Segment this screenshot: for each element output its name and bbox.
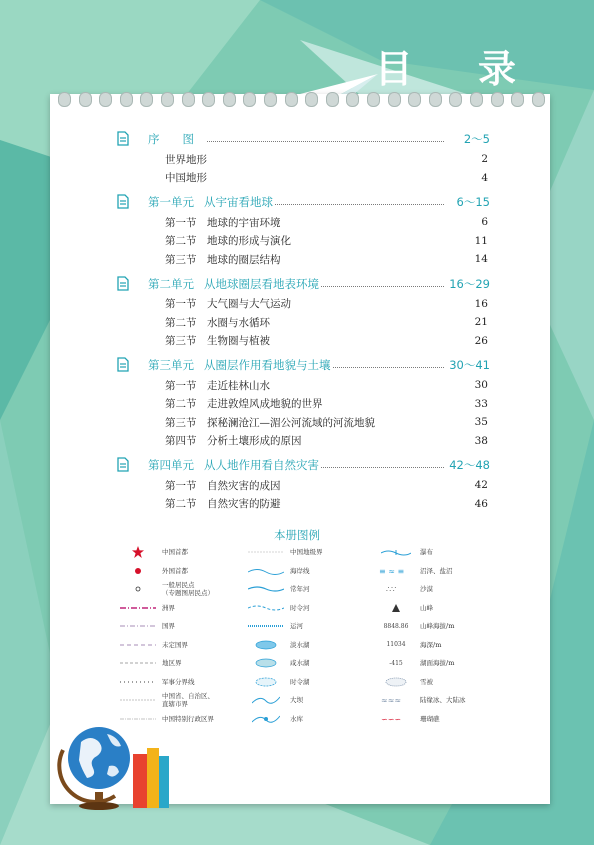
legend-symbol-icon <box>376 603 416 613</box>
notebook-ring <box>223 92 236 107</box>
legend-label: 时令湖 <box>290 677 310 686</box>
legend-label: 淡水湖 <box>290 640 310 649</box>
section-title: 自然灾害的成因 <box>207 479 281 492</box>
legend-row <box>118 617 498 636</box>
legend-label: 运河 <box>290 622 303 631</box>
legend-label: 地区界 <box>162 659 182 668</box>
document-icon <box>116 357 130 372</box>
section-title: 世界地形 <box>165 153 207 166</box>
legend-symbol-icon <box>118 605 158 611</box>
legend-label: 珊瑚礁 <box>420 714 440 723</box>
legend-label: 时令河 <box>290 603 310 612</box>
notebook-ring <box>99 92 112 107</box>
notebook-rings <box>50 86 550 110</box>
unit-page-range: 16～29 <box>449 276 490 291</box>
section-page: 4 <box>481 171 488 184</box>
legend-symbol-icon <box>376 566 416 576</box>
notebook-ring <box>470 92 483 107</box>
legend-symbol-icon <box>246 604 286 612</box>
section-title: 走进敦煌风成地貌的世界 <box>207 398 323 411</box>
legend-label: 湖面海拔/m <box>420 659 455 668</box>
legend-label: 水库 <box>290 714 303 723</box>
notebook-ring <box>511 92 524 107</box>
toc-section[interactable] <box>120 395 490 414</box>
legend-label: 中国首都 <box>162 548 188 557</box>
toc-section[interactable] <box>120 232 490 251</box>
table-of-contents <box>120 128 490 517</box>
legend-label: 瀑布 <box>420 548 433 557</box>
toc-section[interactable] <box>120 476 490 495</box>
legend-label: 山峰 <box>420 603 433 612</box>
legend-symbol-icon <box>246 585 286 593</box>
notebook-ring <box>79 92 92 107</box>
section-title: 自然灾害的防避 <box>207 498 281 511</box>
toc-unit <box>120 354 490 450</box>
unit-number: 第四单元 <box>148 458 194 472</box>
section-title: 地球的圈层结构 <box>207 253 281 266</box>
legend-item <box>118 562 188 581</box>
legend-item <box>118 543 188 562</box>
legend-symbol-icon <box>376 548 416 556</box>
legend-label: 山峰海拔/m <box>420 622 455 631</box>
legend-label: 咸水湖 <box>290 659 310 668</box>
section-number: 第二节 <box>165 316 197 329</box>
legend-label: 雪被 <box>420 677 433 686</box>
section-number: 第一节 <box>165 479 197 492</box>
legend-row <box>118 562 498 581</box>
section-number: 第三节 <box>165 335 197 348</box>
section-number: 第二节 <box>165 398 197 411</box>
legend-symbol-icon <box>118 567 158 575</box>
section-number: 第一节 <box>165 298 197 311</box>
legend-row <box>118 710 498 729</box>
legend-label: 常年河 <box>290 585 310 594</box>
notebook-ring <box>161 92 174 107</box>
section-number: 第二节 <box>165 235 197 248</box>
notebook-ring <box>429 92 442 107</box>
legend-label: 中国地级界 <box>290 548 323 557</box>
notebook-ring <box>264 92 277 107</box>
section-number: 第一节 <box>165 216 197 229</box>
legend-item <box>246 691 303 710</box>
legend-item <box>246 543 323 562</box>
unit-page-range: 42～48 <box>449 458 490 472</box>
svg-text:≡ ≈ ≡: ≡ ≈ ≡ <box>379 566 405 576</box>
legend-item <box>376 636 441 655</box>
legend-item <box>246 617 303 636</box>
legend-symbol-icon <box>118 679 158 685</box>
legend-symbol-icon: 11034 <box>386 641 406 649</box>
legend-item <box>376 599 433 618</box>
unit-label <box>148 357 333 373</box>
notebook-ring <box>449 92 462 107</box>
unit-number: 序 图 <box>148 132 194 146</box>
legend-row <box>118 580 498 599</box>
legend-symbol-icon <box>118 585 158 593</box>
document-icon <box>116 194 130 209</box>
toc-unit-heading[interactable] <box>120 128 490 150</box>
toc-section[interactable] <box>120 413 490 432</box>
toc-unit-heading[interactable] <box>120 354 490 376</box>
legend-item <box>376 673 433 692</box>
legend-item <box>376 562 453 581</box>
section-number: 第三节 <box>165 416 197 429</box>
notebook-ring <box>388 92 401 107</box>
legend-label: 国界 <box>162 622 175 631</box>
notebook-ring <box>305 92 318 107</box>
notebook-ring <box>285 92 298 107</box>
section-title: 中国地形 <box>165 172 207 185</box>
document-icon <box>116 457 130 472</box>
section-page: 21 <box>474 316 488 329</box>
legend-item <box>376 710 440 729</box>
legend-title: 本册图例 <box>274 528 320 542</box>
legend-label: 陆缘冰、大陆冰 <box>420 696 466 705</box>
legend-label: 一般居民点 （专题图居民点） <box>162 581 214 598</box>
toc-unit <box>120 454 490 513</box>
legend-row <box>118 543 498 562</box>
legend-row <box>118 599 498 618</box>
legend-label: 未定国界 <box>162 640 188 649</box>
notebook-ring <box>346 92 359 107</box>
globe-icon <box>55 710 175 810</box>
legend-item <box>376 617 454 636</box>
legend-item <box>246 654 310 673</box>
legend-item <box>246 599 310 618</box>
legend-symbol-icon: -415 <box>389 659 403 667</box>
section-page: 33 <box>474 397 488 410</box>
legend-label: 沼泽、盐沼 <box>420 566 453 575</box>
legend-symbol-icon: 8848.86 <box>383 622 409 630</box>
legend-item <box>246 636 310 655</box>
legend-item <box>118 636 188 655</box>
legend-item <box>246 710 303 729</box>
toc-section[interactable] <box>120 150 490 169</box>
legend-label: 中国特别行政区界 <box>162 714 214 723</box>
legend-label: 外国首都 <box>162 566 188 575</box>
svg-text:≈≈≈: ≈≈≈ <box>381 696 402 706</box>
section-page: 46 <box>474 497 488 510</box>
page-title: 目 录 <box>374 47 542 91</box>
section-number: 第二节 <box>165 498 197 511</box>
notebook-ring <box>140 92 153 107</box>
legend-label: 沙漠 <box>420 585 433 594</box>
svg-text:∽∽∽: ∽∽∽ <box>381 714 402 724</box>
legend-symbol-icon <box>118 642 158 648</box>
unit-label <box>148 457 321 473</box>
legend-symbol-icon <box>376 714 416 724</box>
toc-section[interactable] <box>120 432 490 451</box>
legend-symbol-icon <box>118 546 158 558</box>
section-page: 16 <box>474 297 488 310</box>
document-icon <box>116 131 130 146</box>
legend-symbol-icon <box>246 714 286 724</box>
unit-subtitle: 从圈层作用看地貌与土壤 <box>204 358 331 372</box>
section-title: 地球的宇宙环境 <box>207 216 281 229</box>
legend-symbol-icon <box>376 584 416 594</box>
section-title: 水圈与水循环 <box>207 316 270 329</box>
toc-section[interactable] <box>120 332 490 351</box>
notebook-ring <box>120 92 133 107</box>
unit-number: 第一单元 <box>148 195 194 209</box>
unit-label <box>148 276 321 292</box>
section-number: 第四节 <box>165 435 197 448</box>
legend-symbol-icon <box>246 567 286 575</box>
legend-item <box>376 580 433 599</box>
section-title: 地球的形成与演化 <box>207 235 291 248</box>
toc-unit-heading[interactable] <box>120 191 490 213</box>
section-page: 11 <box>474 234 488 247</box>
section-page: 6 <box>481 216 488 229</box>
section-title: 走近桂林山水 <box>207 379 270 392</box>
legend-item <box>246 580 310 599</box>
unit-subtitle: 从人地作用看自然灾害 <box>204 458 319 472</box>
unit-subtitle: 从地球圈层看地表环境 <box>204 276 319 291</box>
svg-text:∴∵: ∴∵ <box>386 585 397 595</box>
toc-section[interactable] <box>120 213 490 232</box>
toc-section[interactable] <box>120 250 490 269</box>
notebook-ring <box>182 92 195 107</box>
legend-label: 海岸线 <box>290 566 310 575</box>
unit-number: 第三单元 <box>148 358 194 372</box>
legend-symbol-icon <box>118 623 158 629</box>
section-page: 30 <box>474 379 488 392</box>
toc-unit <box>120 191 490 269</box>
notebook-ring <box>367 92 380 107</box>
section-page: 38 <box>474 434 488 447</box>
legend-item <box>118 654 182 673</box>
legend-symbol-icon <box>246 677 286 687</box>
section-number: 第一节 <box>165 379 197 392</box>
legend-symbol-icon <box>246 640 286 650</box>
toc-unit <box>120 273 490 351</box>
notebook-ring <box>326 92 339 107</box>
legend-item <box>376 654 454 673</box>
legend-item <box>376 691 466 710</box>
legend-label: 军事分界线 <box>162 677 195 686</box>
legend-symbol-icon <box>118 697 158 703</box>
legend-symbol-icon <box>246 695 286 705</box>
legend-label: 海深/m <box>420 640 442 649</box>
section-title: 生物圈与植被 <box>207 335 270 348</box>
section-page: 2 <box>481 153 488 166</box>
section-page: 35 <box>474 416 488 429</box>
toc-section[interactable] <box>120 169 490 188</box>
unit-label <box>148 131 206 147</box>
legend-symbol-icon <box>376 695 416 705</box>
notebook-ring <box>532 92 545 107</box>
legend-label: 大坝 <box>290 696 303 705</box>
section-page: 14 <box>474 253 488 266</box>
unit-number: 第二单元 <box>148 276 194 291</box>
legend-label: 中国省、自治区、 直辖市界 <box>162 692 214 709</box>
legend-symbol-icon <box>118 660 158 666</box>
legend-row <box>118 636 498 655</box>
legend-item <box>376 543 433 562</box>
notebook-ring <box>243 92 256 107</box>
unit-subtitle: 从宇宙看地球 <box>204 195 273 209</box>
legend-symbol-icon <box>376 677 416 687</box>
toc-unit-heading[interactable] <box>120 273 490 295</box>
toc-unit <box>120 128 490 187</box>
legend-row <box>118 654 498 673</box>
legend-item <box>118 580 214 599</box>
section-number: 第三节 <box>165 253 197 266</box>
notebook-ring <box>491 92 504 107</box>
legend-item <box>118 691 214 710</box>
toc-section[interactable] <box>120 313 490 332</box>
toc-section[interactable] <box>120 376 490 395</box>
legend-symbol-icon <box>246 549 286 555</box>
map-legend <box>118 543 498 728</box>
section-title: 探秘澜沧江—湄公河流域的河流地貌 <box>207 416 375 429</box>
section-title: 分析土壤形成的原因 <box>207 435 302 448</box>
document-icon <box>116 276 130 291</box>
toc-section[interactable] <box>120 295 490 314</box>
section-title: 大气圈与大气运动 <box>207 298 291 311</box>
legend-item <box>118 673 195 692</box>
legend-item <box>246 562 310 581</box>
legend-symbol-icon <box>246 658 286 668</box>
section-page: 42 <box>474 479 488 492</box>
legend-symbol-icon <box>246 623 286 629</box>
legend-row <box>118 673 498 692</box>
legend-item <box>118 599 175 618</box>
notebook-ring <box>408 92 421 107</box>
notebook-ring <box>58 92 71 107</box>
unit-page-range: 6～15 <box>456 195 490 209</box>
toc-section[interactable] <box>120 495 490 514</box>
notebook-ring <box>202 92 215 107</box>
unit-page-range: 30～41 <box>449 358 490 372</box>
legend-item <box>246 673 310 692</box>
section-page: 26 <box>474 334 488 347</box>
legend-item <box>118 617 175 636</box>
toc-unit-heading[interactable] <box>120 454 490 476</box>
unit-page-range: 2～5 <box>463 132 490 146</box>
legend-row <box>118 691 498 710</box>
legend-label: 洲界 <box>162 603 175 612</box>
unit-label <box>148 194 275 210</box>
